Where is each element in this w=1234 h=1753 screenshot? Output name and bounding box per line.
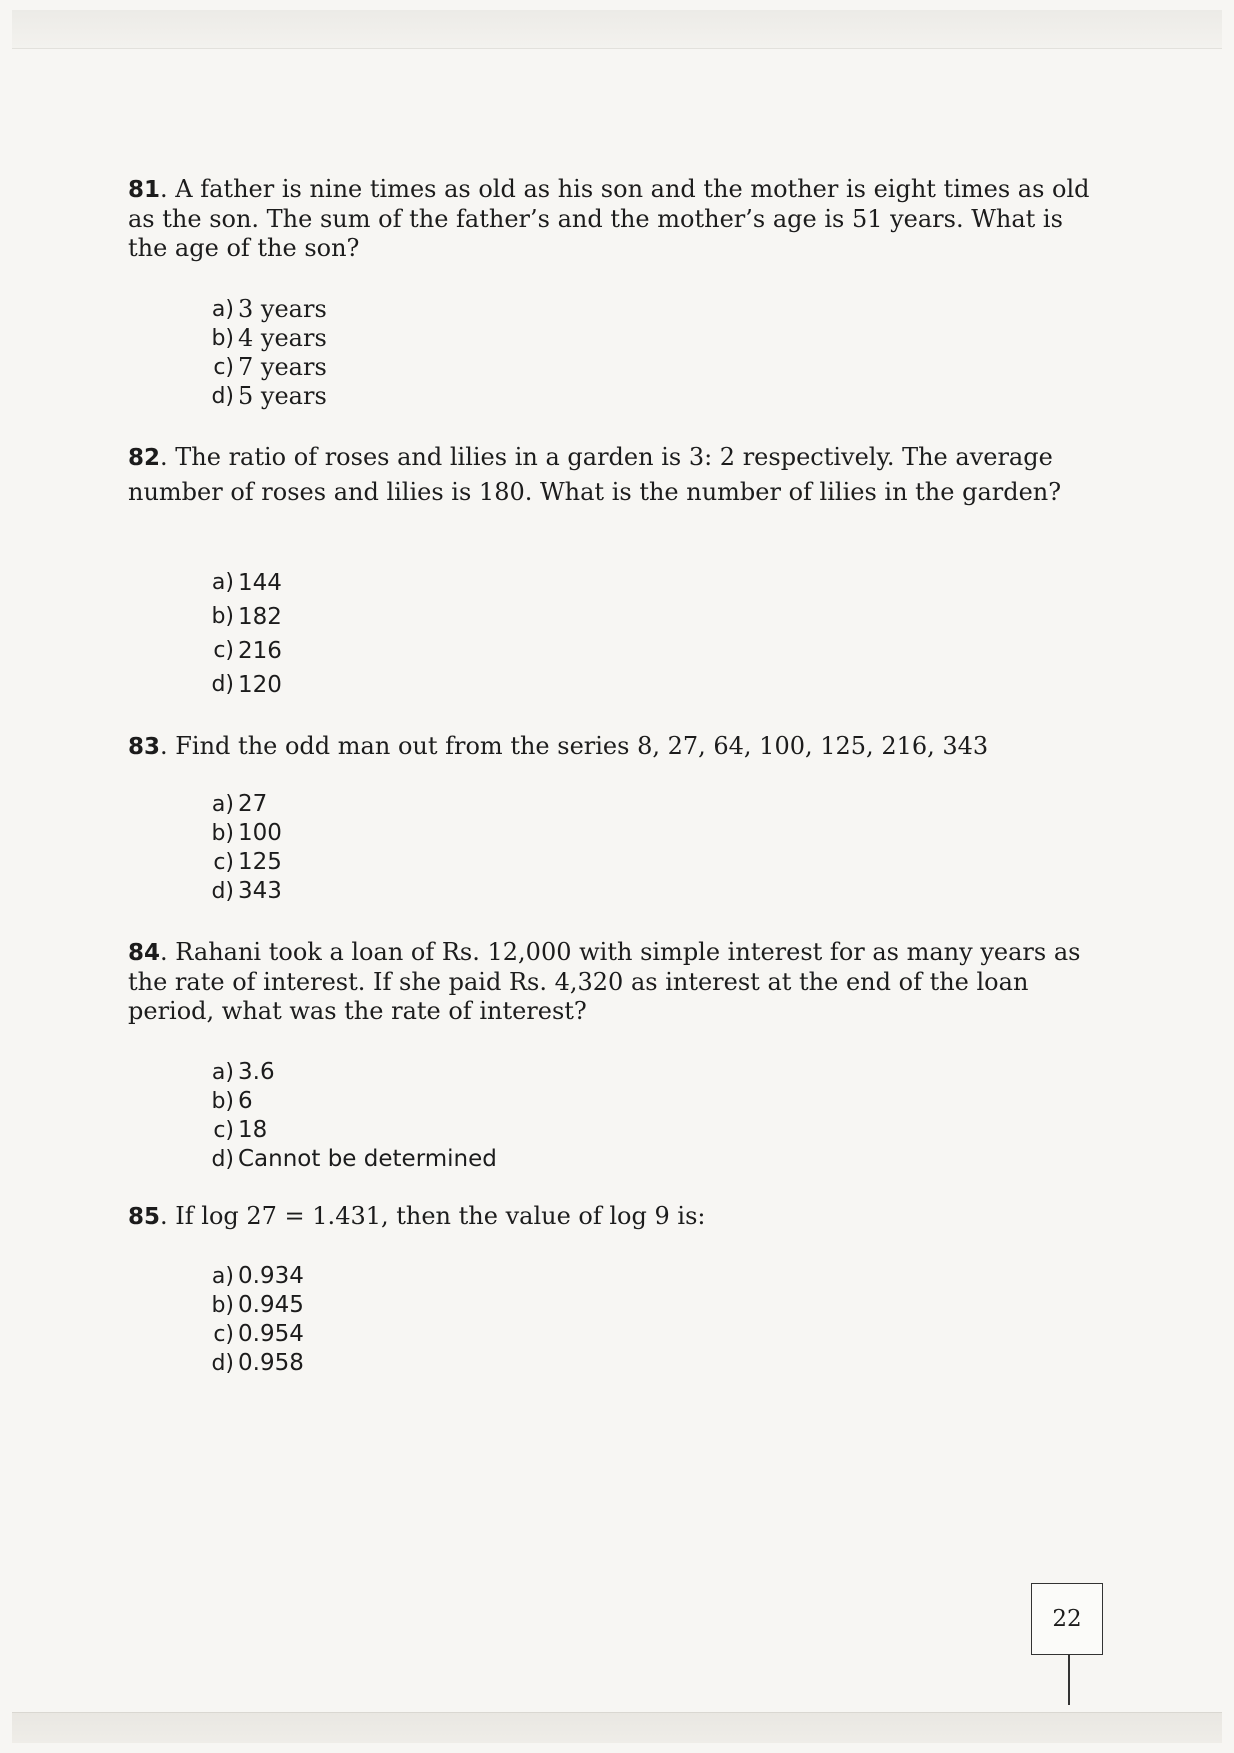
option-letter: a) [211,570,234,595]
option-value: 27 [238,791,268,817]
option-letter: a) [211,297,234,322]
question-body: . A father is nine times as old as his son and the mother is eight times as old as the son. The sum of the father’s and the mother’s age is 51 years. What is the age of the son? [128,175,1090,262]
question-text [128,732,1103,762]
question-text [128,938,1103,1026]
question-body: . If log 27 = 1.431, then the value of log 9 is: [160,1202,706,1230]
option-value: 3.6 [238,1059,275,1085]
option-value: 5 years [238,382,327,410]
question-number: 84 [128,940,161,966]
question-text [128,1202,1103,1232]
option-letter: c) [213,850,234,875]
option-value: 343 [238,878,282,904]
option-value: 0.945 [238,1292,304,1318]
option-letter: b) [211,821,234,846]
question-text [128,440,1103,509]
option-value: Cannot be determined [238,1146,497,1172]
option-value: 182 [238,604,282,630]
option-letter: d) [211,672,234,697]
option-letter: c) [213,355,234,380]
page-number: 22 [1052,1606,1082,1632]
option-value: 0.954 [238,1321,304,1347]
option-letter: c) [213,1118,234,1143]
option-letter: b) [211,1293,234,1318]
question-body: . The ratio of roses and lilies in a garden is 3: 2 respectively. The average number of roses and lilies is 180. What is the number of lilies in the garden? [128,443,1062,506]
option-letter: c) [213,638,234,663]
option-letter: d) [211,1351,234,1376]
question-83 [128,732,1103,762]
question-text [128,175,1103,263]
page-number-box [1031,1583,1103,1655]
option-value: 144 [238,570,282,596]
question-82 [128,440,1103,509]
option-value: 6 [238,1088,253,1114]
scan-bottom-edge [12,1712,1222,1743]
option-value: 4 years [238,324,327,352]
option-value: 125 [238,849,282,875]
question-body: . Rahani took a loan of Rs. 12,000 with simple interest for as many years as the rate of interest. If she paid Rs. 4,320 as interest at the end of the loan period, what was the rate of interest? [128,938,1081,1025]
option-value: 100 [238,820,282,846]
question-body: . Find the odd man out from the series 8, 27, 64, 100, 125, 216, 343 [160,732,989,760]
option-value: 18 [238,1117,268,1143]
option-value: 0.934 [238,1263,304,1289]
question-number: 82 [128,445,161,471]
question-85 [128,1202,1103,1232]
question-81 [128,175,1103,263]
option-letter: a) [211,792,234,817]
question-84 [128,938,1103,1026]
scan-top-edge [12,10,1222,49]
question-number: 85 [128,1204,161,1230]
option-letter: b) [211,1089,234,1114]
option-letter: a) [211,1060,234,1085]
option-value: 3 years [238,295,327,323]
question-number: 81 [128,177,161,203]
option-value: 120 [238,672,282,698]
option-letter: d) [211,384,234,409]
page-number-stem [1068,1655,1070,1705]
option-letter: a) [211,1264,234,1289]
option-letter: b) [211,604,234,629]
option-letter: b) [211,326,234,351]
option-value: 0.958 [238,1350,304,1376]
option-letter: c) [213,1322,234,1347]
option-letter: d) [211,879,234,904]
option-value: 7 years [238,353,327,381]
option-letter: d) [211,1147,234,1172]
option-value: 216 [238,638,282,664]
question-number: 83 [128,734,161,760]
